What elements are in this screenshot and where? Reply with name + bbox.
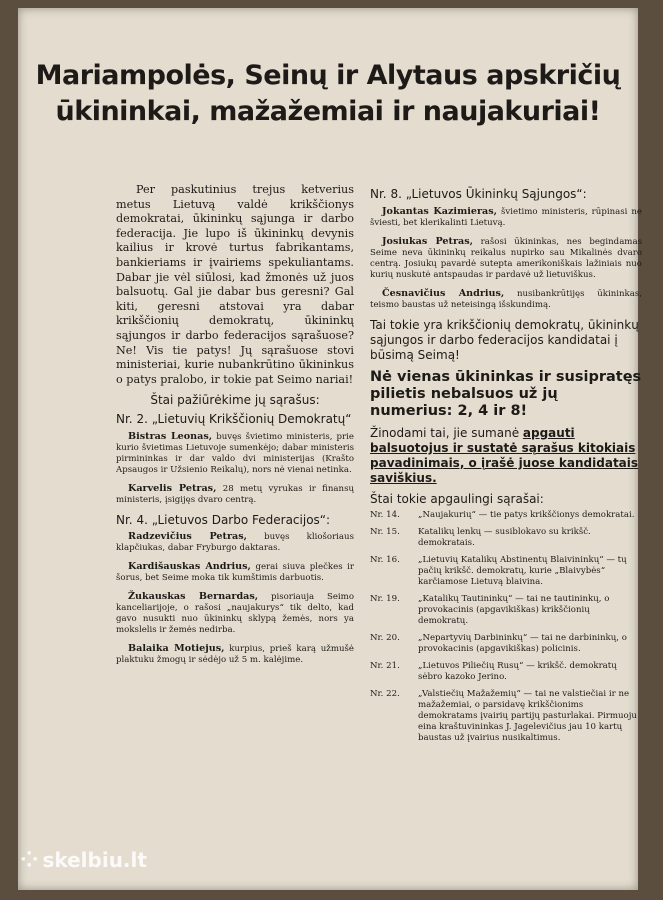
list-number: Nr. 21. [370,661,400,672]
list-description: „Katalikų Tautininkų“ — tai ne tautininkų, o provokacinis (apgavikiškas) krikščionių demokratų. [418,594,610,627]
candidate-name: Bistras Leonas, [128,430,213,442]
candidate-description: 28 metų vyrukas ir finansų ministeris, įsigijęs dvaro centrą. [116,483,355,505]
deceptive-heading: Štai tokie apgaulingi sąrašai: [370,491,544,506]
right-column [370,183,642,750]
watermark-text: skelbiu.lt [42,848,147,872]
nr2-entries [116,431,354,506]
list-description: „Nepartyvių Darbininkų“ — tai ne darbininkų, o provokacinis (apgavikiškas) policinis. [418,633,627,655]
list-number: Nr. 19. [370,594,400,605]
candidate-description: rašosi ūkininkas, nes begindamas Seime neva ūkininkų reikalus nupirko sau Mikalinės dvaro centrą. Josiukų pavardė sutepta amerikoniškais lažiniais nuo kurių nuskutė antspaudas ir pardavė už lietuviškus. [370,236,642,280]
deceptive-list-item [370,510,642,521]
nr4-entry [116,643,354,666]
nr2-entry [116,483,354,506]
list-number: Nr. 16. [370,555,400,566]
knowing-text-b: apgauti balsuotojus ir sustatė sąrašus kitokiais pavadinimais, o įrašė juose kandidatais saviškius. [370,425,639,485]
list-description: „Lietuvos Piliečių Rusų“ — krikšč. demokratų sėbro kazoko Jerino. [418,661,617,683]
candidate-description: pisoriauja Seimo kanceliarijoje, o rašosi „naujakurys“ tik delto, kad gavo nusukti nuo ūkininkų sklypą žemės, nors ya mokslelis ir žemės nedirba. [116,592,354,636]
deceptive-list-item [370,555,642,588]
nr8-entries [370,206,642,311]
deceptive-list-item [370,689,642,744]
nr8-entry [370,288,642,311]
candidate-description: kurpius, prieš karą užmušė plaktuku žmogų ir sėdėjo už 5 m. kalėjime. [116,644,355,666]
nr4-heading: Nr. 4. „Lietuvos Darbo Federacijos“: [116,512,331,527]
list-description: „Lietuvių Katalikų Abstinentų Blaivininkų“ — tų pačių krikšč. demokratų, kurie „Blaivybės“ karčiamose Lietuvą blaivina. [418,555,627,588]
candidate-name: Kardišauskas Andrius, [128,561,251,573]
deceptive-list-item [370,594,642,627]
candidate-description: švietimo ministeris, rūpinasi ne šviesti, bet klerikalinti Lietuvą. [370,206,642,228]
nr8-entry [370,236,642,281]
nr8-entry [370,206,642,229]
deceptive-lists [370,510,642,744]
nr2-heading: Nr. 2. „Lietuvių Krikščionių Demokratų“ [116,411,352,426]
leaflet-title [18,58,638,130]
deceptive-list-item [370,661,642,683]
watermark [20,848,147,873]
watermark-logo-icon: ⁘ [20,848,39,873]
summary-text: Tai tokie yra krikščionių demokratų, ūkininkų sąjungos ir darbo federacijos kandidatai į būsimą Seimą! [370,317,639,362]
list-number: Nr. 14. [370,510,400,521]
title-line-2: ūkininkai, mažažemiai ir naujakuriai! [55,96,601,127]
appeal-text: Nė vienas ūkininkas ir susipratęs pilietis nebalsuos už jų numerius: 2, 4 ir 8! [370,368,642,419]
knowing-text [370,426,642,486]
candidate-name: Josiukas Petras, [382,235,473,247]
candidate-description: gerai siuva plečkes ir šorus, bet Seime moka tik kumštimis darbuotis. [116,562,354,584]
list-description: „Valstiečių Mažažemių“ — tai ne valstiečiai ir ne mažažemiai, o parsidavę krikščionims demokratams įvairių partijų pasturlakai. Pirmuoju eina kraštuvininkas J. Jagelevičius jau 10 kartų baustas už įvairius nusikaltimus. [418,689,637,744]
nr4-entries [116,531,354,666]
lists-heading: Štai pažiūrėkime jų sąrašus: [150,393,320,408]
list-number: Nr. 15. [370,527,400,538]
list-number: Nr. 20. [370,633,400,644]
candidate-name: Karvelis Petras, [128,482,217,494]
candidate-name: Radzevičius Petras, [128,531,247,543]
candidate-description: nusibankrūtijęs ūkininkas, teismo baustas už neteisingą išskundimą. [370,288,642,310]
nr4-entry [116,531,354,554]
knowing-text-a: Žinodami tai, jie sumanė [370,425,523,440]
nr4-entry [116,561,354,584]
deceptive-list-item [370,633,642,655]
nr4-entry [116,591,354,636]
nr2-entry [116,431,354,476]
left-column [116,183,354,673]
leaflet-page [18,8,642,890]
candidate-name: Jokantas Kazimieras, [382,205,497,217]
nr8-heading: Nr. 8. „Lietuvos Ūkininkų Sąjungos“: [370,187,587,201]
intro-paragraph: Per paskutinius trejus ketverius metus Lietuvą valdė krikščionys demokratai, ūkininkų sąjunga ir darbo federacija. Jie lupo iš ūkininkų devynis kailius ir krovė turtus fabrikantams, bankieriams ir įvairiems spekuliantams. Dabar jie vėl siūlosi, kad žmonės už juos balsuotų. Gal jie dabar bus geresni? Gal kiti, geresni atstovai yra dabar krikščionių demokratų, ūkininkų sąjungos ir darbo federacijos sąrašuose? Ne! Vis tie patys! Jų sąrašuose stovi ministeriai, kurie nubankrūtino ūkininkus o patys pralobo, ir tokie pat Seimo nariai! [116,183,354,386]
list-number: Nr. 22. [370,689,400,700]
list-description: „Naujakurių“ — tie patys krikščionys demokratai. [418,510,635,521]
deceptive-list-item [370,527,642,549]
candidate-name: Balaika Motiejus, [128,643,225,655]
candidate-description: buvęs kliošoriaus klapčiukas, dabar Fryburgo daktaras. [116,532,354,554]
candidate-name: Žukauskas Bernardas, [128,591,259,603]
list-description: Katalikų lenkų — susiblokavo su krikšč. demokratais. [418,527,591,549]
title-line-1: Mariampolės, Seinų ir Alytaus apskričių [35,60,621,91]
candidate-name: Česnavičius Andrius, [382,287,505,299]
candidate-description: buvęs švietimo ministeris, prie kurio švietimas Lietuvoje sumenkėjo; dabar ministeris pirmininkas ir dar valdo dvi ministerijas (Krašto Apsaugos ir Užsienio Reikalų), nors nė vienai netinka. [116,431,355,475]
